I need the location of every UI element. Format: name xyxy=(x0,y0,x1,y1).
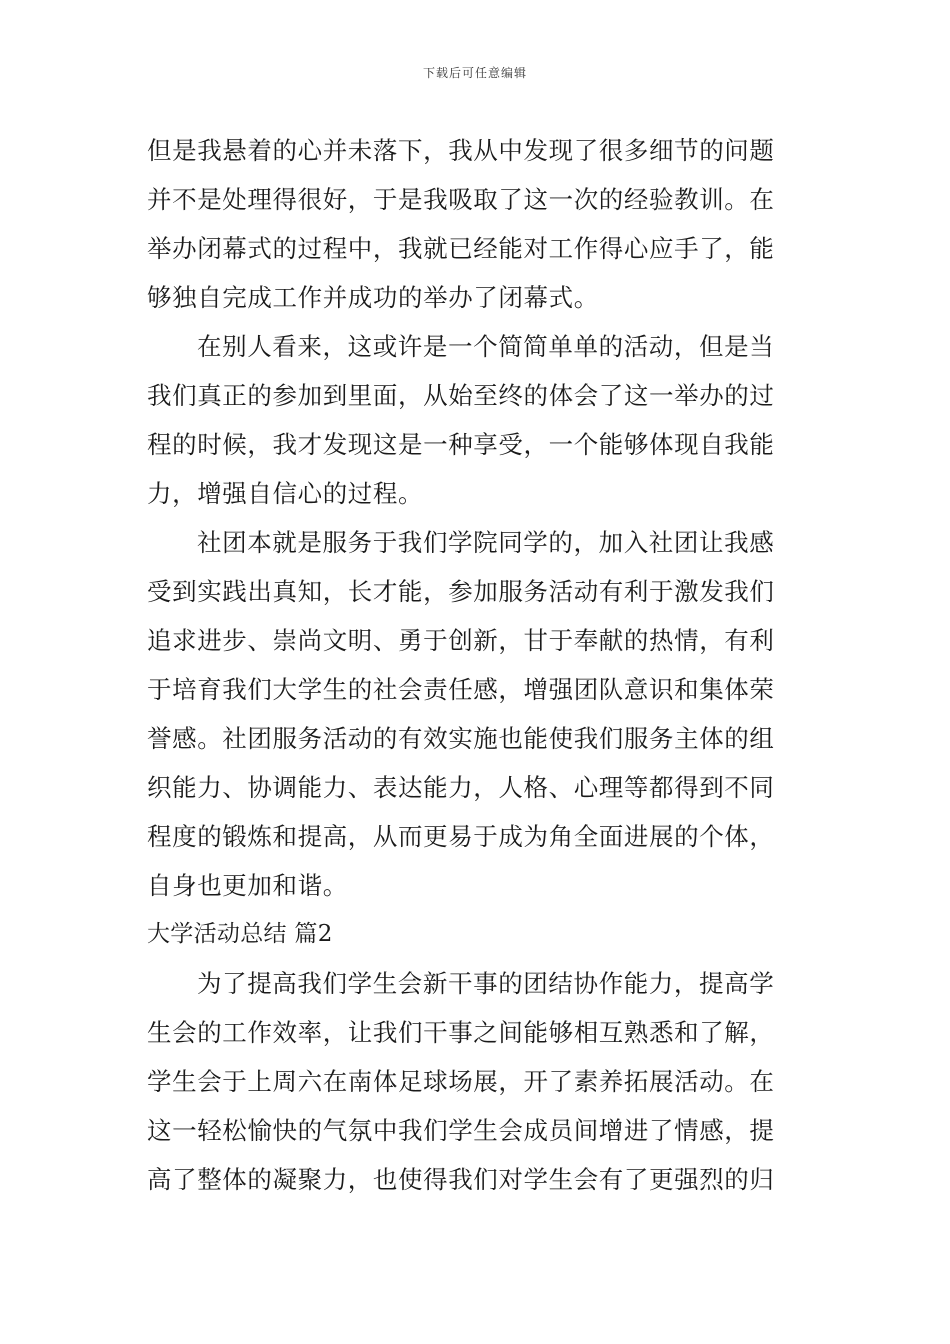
text-line: 这一轻松愉快的气氛中我们学生会成员间增进了情感，提 xyxy=(147,1116,775,1145)
text-line: 并不是处理得很好，于是我吸取了这一次的经验教训。在 xyxy=(147,185,775,214)
text-line: 受到实践出真知，长才能，参加服务活动有利于激发我们 xyxy=(147,577,775,606)
text-line: 力，增强自信心的过程。 xyxy=(147,479,424,508)
text-line: 织能力、协调能力、表达能力，人格、心理等都得到不同 xyxy=(147,773,775,802)
text-line: 生会的工作效率，让我们干事之间能够相互熟悉和了解， xyxy=(147,1018,775,1047)
document-body xyxy=(147,126,807,1204)
text-line: 但是我悬着的心并未落下，我从中发现了很多细节的问题 xyxy=(147,136,775,165)
text-line: 程的时候，我才发现这是一种享受，一个能够体现自我能 xyxy=(147,430,775,459)
text-line: 学生会于上周六在南体足球场展，开了素养拓展活动。在 xyxy=(147,1067,775,1096)
section-heading: 大学活动总结 篇2 xyxy=(147,921,333,947)
text-line: 为了提高我们学生会新干事的团结协作能力，提高学 xyxy=(197,969,775,998)
page-header: 下载后可任意编辑 xyxy=(422,66,527,80)
text-line: 够独自完成工作并成功的举办了闭幕式。 xyxy=(147,283,599,312)
text-line: 自身也更加和谐。 xyxy=(147,871,348,900)
text-line: 高了整体的凝聚力，也使得我们对学生会有了更强烈的归 xyxy=(147,1165,775,1194)
text-line: 举办闭幕式的过程中，我就已经能对工作得心应手了，能 xyxy=(147,234,775,263)
text-line: 于培育我们大学生的社会责任感，增强团队意识和集体荣 xyxy=(147,675,775,704)
text-line: 誉感。社团服务活动的有效实施也能使我们服务主体的组 xyxy=(147,724,775,753)
text-line: 我们真正的参加到里面，从始至终的体会了这一举办的过 xyxy=(147,381,775,410)
text-line: 程度的锻炼和提高，从而更易于成为角全面进展的个体， xyxy=(147,822,775,851)
text-line: 追求进步、崇尚文明、勇于创新，甘于奉献的热情，有利 xyxy=(147,626,775,655)
text-line: 在别人看来，这或许是一个简简单单的活动，但是当 xyxy=(197,332,775,361)
text-line: 社团本就是服务于我们学院同学的，加入社团让我感 xyxy=(197,528,775,557)
